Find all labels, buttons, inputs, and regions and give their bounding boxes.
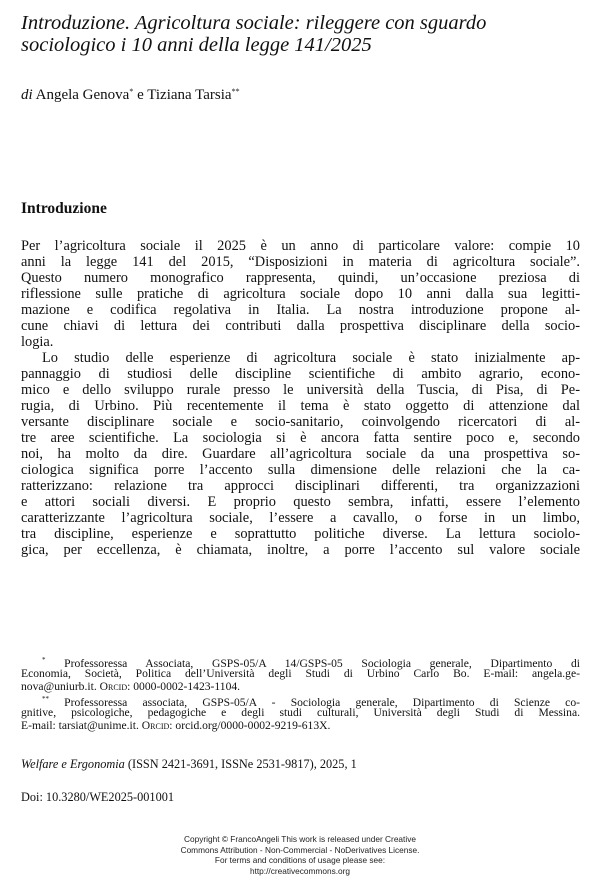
- footnotes: [21, 654, 580, 732]
- text-line: ciologica significa porre l’accento sulla dimensione delle relazioni che la ca-: [21, 462, 580, 478]
- text-line: anni la legge 141 del 2015, “Disposizioni in materia di agricoltura sociale”.: [21, 254, 580, 270]
- journal-name: Welfare e Ergonomia: [21, 757, 125, 771]
- copyright-line: Copyright © FrancoAngeli This work is released under Creative: [184, 834, 416, 844]
- text-line: [21, 654, 580, 670]
- footnote-text: Professoressa associata, GSPS-05/A - Sociologia generale, Dipartimento di Scienze co-: [64, 695, 580, 709]
- text-line: gica, per eccellenza, è chiamata, inoltre, a porre l’accento sul valore sociale: [21, 542, 580, 558]
- orcid-label: Orcid: [141, 719, 170, 732]
- text-line: Per l’agricoltura sociale il 2025 è un anno di particolare valore: compie 10: [21, 238, 580, 254]
- doi[interactable]: Doi: 10.3280/WE2025-001001: [21, 790, 175, 804]
- text-line: pannaggio di studiosi delle discipline scientifiche di ambito agrario, econo-: [21, 366, 580, 382]
- copyright-line: For terms and conditions of usage please see:: [214, 855, 386, 865]
- orcid-label: Orcid: [99, 680, 128, 693]
- text-line: tre aree scientifiche. La sociologia si è ancora fatta sentire poco e, secondo: [21, 430, 580, 446]
- footnote-marker[interactable]: *: [129, 87, 134, 96]
- byline-conjunction: e: [137, 87, 144, 103]
- paragraph: [21, 238, 580, 350]
- orcid-value[interactable]: : 0000-0002-1423-1104.: [127, 680, 241, 693]
- text-line: cune chiavi di lettura dei contributi dalla prospettiva disciplinare della socio-: [21, 318, 580, 334]
- text-line: rugia, di Urbino. Più recentemente il tema è stato oggetto di attenzione dal: [21, 398, 580, 414]
- text-line: caratterizzante l’agricoltura sociale, l’essere a cavallo, o forse in un limbo,: [21, 510, 580, 526]
- title-line: sociologico i 10 anni della legge 141/2025: [21, 34, 372, 56]
- footnote: [21, 654, 580, 693]
- text-line: mazione e codifica regolativa in Italia. La nostra introduzione propone al-: [21, 302, 580, 318]
- footnote-marker: *: [42, 656, 46, 664]
- footnote: [21, 693, 580, 732]
- license-link[interactable]: http://creativecommons.org: [249, 865, 351, 876]
- section-heading: Introduzione: [21, 200, 107, 217]
- paragraph: [21, 350, 580, 558]
- text-line: [21, 680, 580, 693]
- author-name: Tiziana Tarsia: [147, 87, 232, 103]
- title-line: Introduzione. Agricoltura sociale: rileggere con sguardo: [21, 12, 487, 34]
- text-line: logia.: [21, 334, 54, 350]
- footnote-text: Professoressa Associata, GSPS-05/A 14/GSPS-05 Sociologia generale, Dipartimento di: [64, 656, 580, 670]
- text-line: mico e dello sviluppo rurale presso le università della Tuscia, di Pisa, di Pe-: [21, 382, 580, 398]
- text-line: [21, 719, 580, 732]
- byline-prefix: di: [21, 87, 33, 103]
- footnote-marker: **: [42, 695, 49, 703]
- text-line: ratterizzano: relazione tra approcci disciplinari differenti, tra organizzazioni: [21, 478, 580, 494]
- text-line: [21, 693, 580, 709]
- text-line: Economia, Società, Politica dell’Università degli Studi di Urbino Carlo Bo. E-mail: angela.ge-: [21, 667, 580, 680]
- email-link[interactable]: E-mail: tarsiat@unime.it.: [21, 719, 139, 732]
- text-line: versante disciplinare sociale e socio-sanitario, coinvolgendo ricercatori di al-: [21, 414, 580, 430]
- body-text: [21, 238, 580, 558]
- footnote-marker[interactable]: **: [231, 87, 240, 96]
- article-title: [21, 12, 591, 56]
- orcid-value[interactable]: : orcid.org/0000-0002-9219-613X.: [169, 719, 331, 732]
- text-line: tra discipline, esperienze e soprattutto politiche diverse. La lettura sociolo-: [21, 526, 580, 542]
- text-line: riflessione sulle pratiche di agricoltura sociale dopo 10 anni dalla sua legitti-: [21, 286, 580, 302]
- author-name: Angela Genova: [35, 87, 130, 103]
- journal-citation: [21, 757, 357, 772]
- text-line: Questo numero monografico rappresenta, quindi, un’occasione preziosa di: [21, 270, 580, 286]
- copyright-line: Commons Attribution - Non-Commercial - NoDerivatives License.: [180, 844, 420, 855]
- text-line: Lo studio delle esperienze di agricoltura sociale è stato inizialmente ap-: [42, 350, 580, 366]
- journal-details: (ISSN 2421-3691, ISSNe 2531-9817), 2025, 1: [124, 757, 357, 771]
- email-link[interactable]: nova@uniurb.it.: [21, 680, 97, 693]
- author-byline: [21, 83, 240, 104]
- text-line: noi, ha molto da dire. Guardare all’agricoltura sociale da una prospettiva so-: [21, 446, 580, 462]
- text-line: e attori sociali diversi. E proprio questo sembra, infatti, essere l’elemento: [21, 494, 580, 510]
- text-line: gnitive, psicologiche, pedagogiche e degli studi culturali, Università degli Studi di Messina.: [21, 706, 580, 719]
- copyright-notice: [0, 834, 600, 876]
